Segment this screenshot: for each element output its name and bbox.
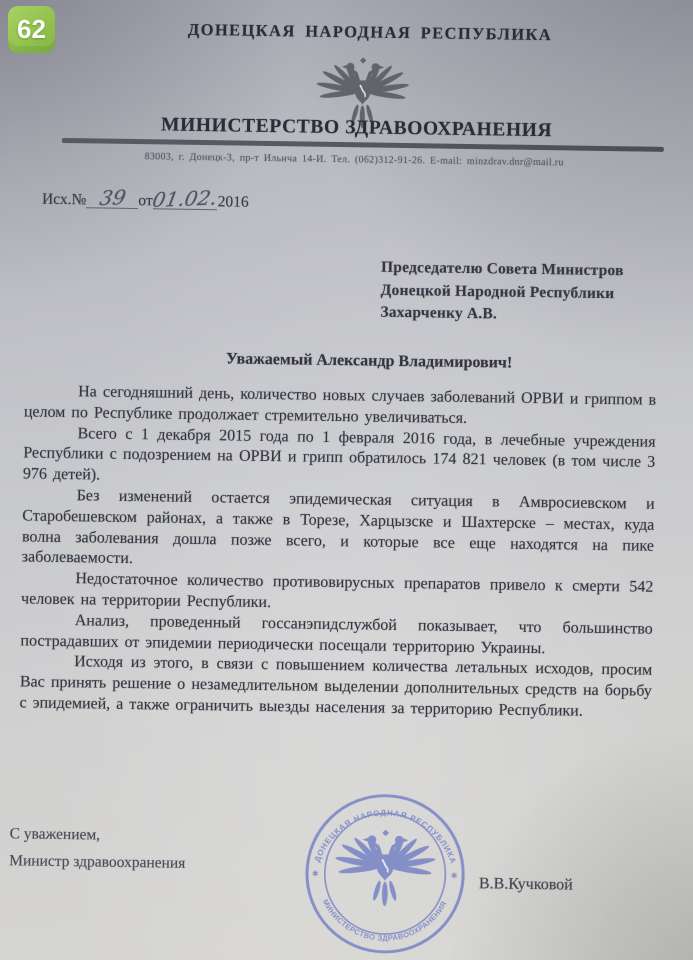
outgoing-number-blank: [86, 185, 138, 211]
reference-line: [41, 185, 249, 212]
signoff-block: [9, 820, 186, 877]
stamp-top-text: ДОНЕЦКАЯ НАРОДНАЯ РЕСПУБЛИКА: [312, 808, 458, 866]
watermark-badge: [8, 6, 55, 53]
date-blank: [150, 185, 219, 212]
recipient-line: Донецкой Народной Республики: [380, 281, 615, 302]
stamp-left-star-icon: ✱: [311, 869, 319, 879]
signoff-position: Министр здравоохранения: [9, 852, 186, 872]
body-paragraph: На сегодняшний день, количество новых случаев заболеваний ОРВИ и гриппом в целом по Республике продолжает стремительно увеличиваться.: [23, 383, 657, 427]
letterhead-ministry-title: МИНИСТЕРСТВО ЗДРАВООХРАНЕНИЯ: [160, 114, 553, 142]
watermark-number: 62: [17, 14, 46, 44]
round-ink-stamp: [300, 789, 470, 959]
reference-label: Исх.№: [41, 190, 87, 209]
reference-year: 2016: [217, 193, 249, 211]
letterhead-contact-line: 83003, г. Донецк-3, пр-т Ильича 14-И. Тел. (062)312-91-26. E-mail: minzdrav.dnr@mail.ru: [144, 151, 564, 169]
signoff-closing: С уважением,: [9, 825, 101, 844]
letter-body: [19, 381, 656, 723]
recipient-line: Председателю Совета Министров: [380, 258, 624, 280]
stamp-right-star-icon: ✱: [450, 871, 458, 881]
body-paragraph: Исходя из этого, в связи с повышением количества летальных исходов, просим Вас принять решение о незамедлительном выделении дополнительных средств на борьбу с эпидемией, а также ограничить выезды населения за территорию Республики.: [19, 653, 653, 720]
stamp-eagle-icon: [334, 829, 436, 907]
reference-preposition: от: [138, 192, 153, 210]
letterhead-republic-title: ДОНЕЦКАЯ НАРОДНАЯ РЕСПУБЛИКА: [187, 19, 553, 45]
signature-name: В.В.Кучковой: [478, 875, 573, 894]
body-paragraph: Без изменений остается эпидемическая ситуация в Амвросиевском и Старобешевском районах, а также в Торезе, Харцызске и Шахтерске – местах, куда волна заболевания дошла позже всего, и которые все еще находятся на пике заболеваемости.: [21, 487, 655, 568]
body-paragraph: Анализ, проведенный госсанэпидслужбой показывает, что большинство пострадавших от эпидемии периодически посещали территорию Украины.: [20, 611, 653, 657]
outgoing-number-handwritten: 39: [97, 185, 128, 211]
date-handwritten: 01.02.: [150, 185, 219, 212]
recipient-block: [380, 257, 676, 329]
stamp-bottom-text: МИНИСТЕРСТВО ЗДРАВООХРАНЕНИЯ: [320, 897, 449, 943]
body-paragraph: Всего с 1 декабря 2015 года по 1 февраля 2016 года, в лечебные учреждения Республики с подозрением на ОРВИ и грипп обратилось 174 821 человек (в том числе 3 976 детей).: [22, 424, 656, 484]
salutation: Уважаемый Александр Владимирович!: [225, 350, 513, 372]
body-paragraph: Недостаточное количество противовирусных препаратов привело к смерти 542 человек на территории Республики.: [20, 570, 654, 612]
recipient-line: Захарченку А.В.: [380, 303, 498, 323]
